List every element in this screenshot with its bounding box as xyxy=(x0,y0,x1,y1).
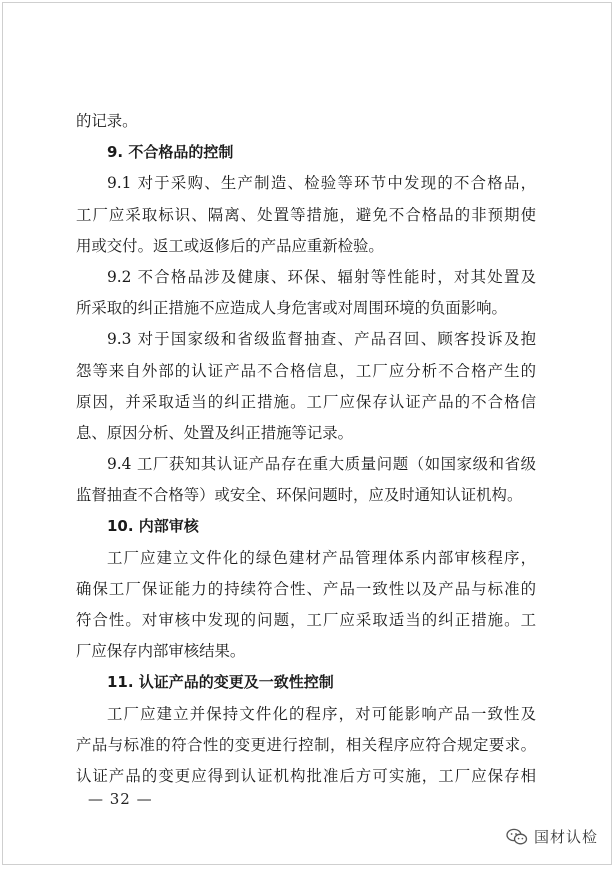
document-body xyxy=(76,106,536,792)
paragraph-line: 所采取的纠正措施不应造成人身危害或对周围环境的负面影响。 xyxy=(76,299,507,318)
watermark-text: 国材认检 xyxy=(533,828,598,846)
paragraph-line: 用或交付。返工或返修后的产品应重新检验。 xyxy=(76,236,384,255)
page-number: — 32 — xyxy=(88,790,153,808)
paragraph-line: 工厂应采取标识、隔离、处置等措施，避免不合格品的非预期使 xyxy=(76,205,536,224)
section-heading-9: 9. 不合格品的控制 xyxy=(107,143,234,162)
paragraph-line: 工厂应建立文件化的绿色建材产品管理体系内部审核程序， xyxy=(107,548,536,567)
paragraph-line: 怨等来自外部的认证产品不合格信息，工厂应分析不合格产生的 xyxy=(76,361,536,380)
paragraph-line: 认证产品的变更应得到认证机构批准后方可实施，工厂应保存相 xyxy=(76,766,536,785)
paragraph-line: 9.2 不合格品涉及健康、环保、辐射等性能时，对其处置及 xyxy=(107,267,536,286)
paragraph-line: 的记录。 xyxy=(76,112,138,130)
section-heading-10: 10. 内部审核 xyxy=(107,517,199,536)
paragraph-line: 9.1 对于采购、生产制造、检验等环节中发现的不合格品， xyxy=(107,174,536,193)
paragraph-line: 9.4 工厂获知其认证产品存在重大质量问题（如国家级和省级 xyxy=(107,455,536,474)
section-heading-11: 11. 认证产品的变更及一致性控制 xyxy=(107,673,334,692)
paragraph-line: 厂应保存内部审核结果。 xyxy=(76,642,246,661)
wechat-icon xyxy=(506,828,528,846)
watermark xyxy=(506,826,598,847)
paragraph-line: 符合性。对审核中发现的问题，工厂应采取适当的纠正措施。工 xyxy=(76,611,536,629)
paragraph-line: 产品与标准的符合性的变更进行控制，相关程序应符合规定要求。 xyxy=(76,735,536,754)
paragraph-line: 息、原因分析、处置及纠正措施等记录。 xyxy=(76,423,354,442)
paragraph-line: 9.3 对于国家级和省级监督抽查、产品召回、顾客投诉及抱 xyxy=(107,330,536,349)
paragraph-line: 监督抽查不合格等）或安全、环保问题时，应及时通知认证机构。 xyxy=(76,486,523,505)
paragraph-line: 原因，并采取适当的纠正措施。工厂应保存认证产品的不合格信 xyxy=(76,392,536,411)
paragraph-line: 确保工厂保证能力的持续符合性、产品一致性以及产品与标准的 xyxy=(76,579,536,598)
paragraph-line: 工厂应建立并保持文件化的程序，对可能影响产品一致性及 xyxy=(107,704,536,723)
